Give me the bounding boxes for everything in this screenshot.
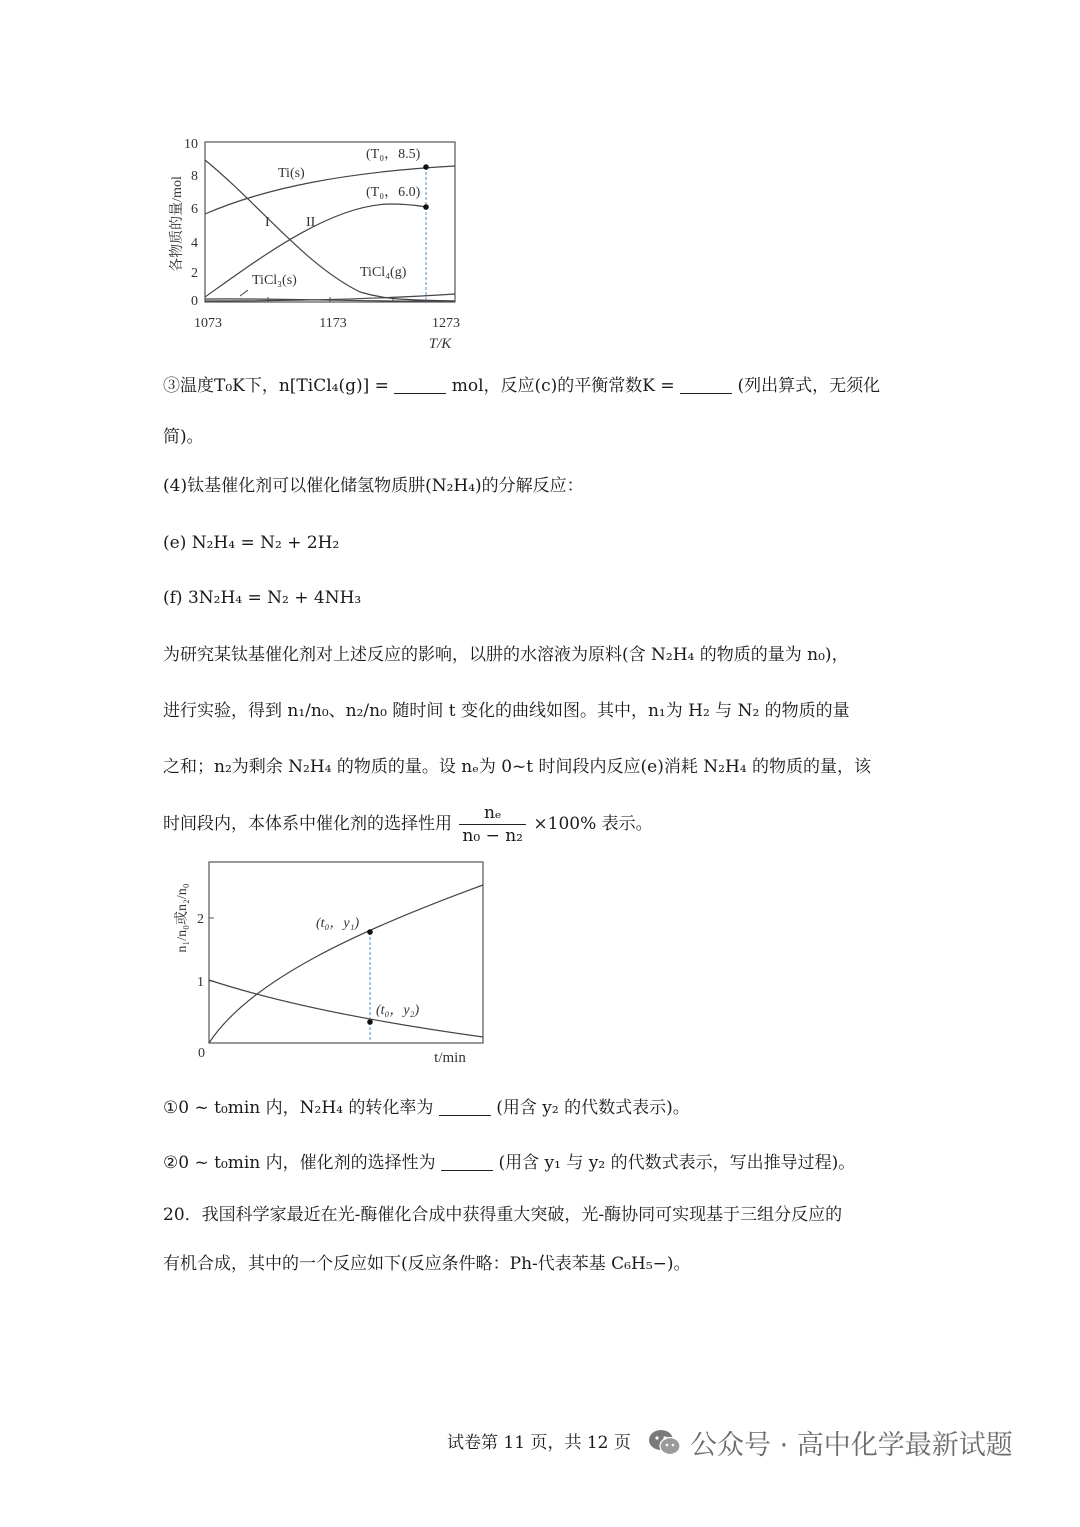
point-t0-6-0 (423, 204, 429, 210)
equation-e: (e) N₂H₄ = N₂ + 2H₂ (163, 533, 340, 553)
y-tick-labels-2 (197, 912, 205, 1061)
answer-blank-k[interactable] (680, 375, 732, 394)
y-tick-2: 2 (191, 266, 198, 281)
answer-blank-n-ticl4[interactable] (394, 375, 446, 394)
wechat-icon (648, 1428, 682, 1458)
question-3-line-2: 简)。 (163, 427, 204, 447)
label-ti: Ti(s) (278, 166, 305, 181)
label-ii: II (306, 215, 316, 230)
paragraph-line-4: 时间段内，本体系中催化剂的选择性用 $\frac{\text{nₑ}}{\text{n₀ − n₂}}$ ×100% 表示。 (163, 803, 653, 846)
time-curve-chart (163, 855, 493, 1070)
paragraph-line-2: 进行实验，得到 n₁/n₀、n₂/n₀ 随时间 t 变化的曲线如图。其中，n₁为 H₂ 与 N₂ 的物质的量 (163, 701, 850, 721)
point-t0-y2 (367, 1019, 373, 1025)
y-axis-label: 各物质的量/mol (170, 176, 185, 272)
label-i: I (265, 215, 270, 230)
y-tick-6: 6 (191, 202, 198, 217)
y2-tick-1: 1 (197, 975, 204, 990)
part-4-intro: (4)钛基催化剂可以催化储氢物质肼(N₂H₄)的分解反应： (163, 476, 584, 496)
label-point-a: (T₀，8.5) (366, 147, 421, 162)
page-footer: 试卷第 11 页，共 12 页 (447, 1433, 631, 1453)
y-tick-4: 4 (191, 236, 198, 251)
curve-i (205, 160, 455, 301)
question-20-line-2: 有机合成，其中的一个反应如下(反应条件略：Ph-代表苯基 C₆H₅−)。 (163, 1254, 691, 1274)
point-t0-y1 (367, 929, 373, 935)
y-axis-label-2: n₁/n₀或n₂/n₀ (175, 883, 190, 953)
y2-tick-0: 0 (198, 1046, 205, 1061)
y-tick-labels (184, 137, 198, 309)
question-20-line-1: 20．我国科学家最近在光-酶催化合成中获得重大突破，光-酶协同可实现基于三组分反应的 (163, 1205, 843, 1225)
x-axis-label: T/K (428, 336, 452, 352)
answer-blank-conversion[interactable] (439, 1097, 491, 1116)
selectivity-fraction (459, 802, 526, 847)
curve-ii (205, 204, 426, 297)
y2-tick-2: 2 (197, 912, 204, 927)
ticl3-pointer (240, 290, 248, 296)
equilibrium-chart (160, 132, 460, 352)
label-ticl4: TiCl₄(g) (360, 265, 407, 280)
y-tick-10: 10 (184, 137, 198, 152)
label-point-y2: (t₀，y₂) (376, 1003, 420, 1018)
curve-n2 (209, 980, 483, 1037)
paragraph-line-3: 之和；n₂为剩余 N₂H₄ 的物质的量。设 nₑ为 0~t 时间段内反应(e)消耗 N₂H₄ 的物质的量，该 (163, 757, 871, 777)
x-tick-1173: 1173 (319, 316, 347, 331)
paragraph-line-1: 为研究某钛基催化剂对上述反应的影响，以肼的水溶液为原料(含 N₂H₄ 的物质的量为 n₀)， (163, 645, 849, 665)
answer-blank-selectivity[interactable] (441, 1152, 493, 1171)
watermark-text: 公众号 · 高中化学最新试题 (690, 1430, 1013, 1461)
x-tick-1073: 1073 (194, 316, 222, 331)
x-axis-label-2: t/min (434, 1050, 466, 1066)
label-point-b: (T₀，6.0) (366, 185, 421, 200)
y-tick-8: 8 (191, 169, 198, 184)
plot-frame-2 (209, 862, 483, 1043)
plot-frame (205, 142, 455, 302)
y-tick-0: 0 (191, 294, 198, 309)
question-3-line-1: ③温度T₀K下，n[TiCl₄(g)] = mol，反应(c)的平衡常数K = (列出算式，无须化 (163, 376, 881, 396)
label-ticl3: TiCl₃(s) (252, 273, 297, 288)
question-4-2: ②0 ~ t₀min 内，催化剂的选择性为 (用含 y₁ 与 y₂ 的代数式表示，写出推导过程)。 (163, 1153, 856, 1173)
x-tick-labels (194, 316, 460, 331)
label-point-y1: (t₀，y₁) (316, 916, 360, 931)
fraction-denominator: n₀ − n₂ (462, 826, 523, 846)
y-tick-marks-2 (209, 918, 214, 981)
fraction-numerator: nₑ (459, 802, 526, 825)
equation-f: (f) 3N₂H₄ = N₂ + 4NH₃ (163, 588, 362, 608)
curve-n1 (209, 885, 483, 1043)
curve-labels (252, 147, 421, 288)
watermark (648, 1423, 1013, 1462)
point-t0-8-5 (423, 164, 429, 170)
question-4-1: ①0 ~ t₀min 内，N₂H₄ 的转化率为 (用含 y₂ 的代数式表示)。 (163, 1098, 690, 1118)
x-tick-1273: 1273 (432, 316, 460, 331)
